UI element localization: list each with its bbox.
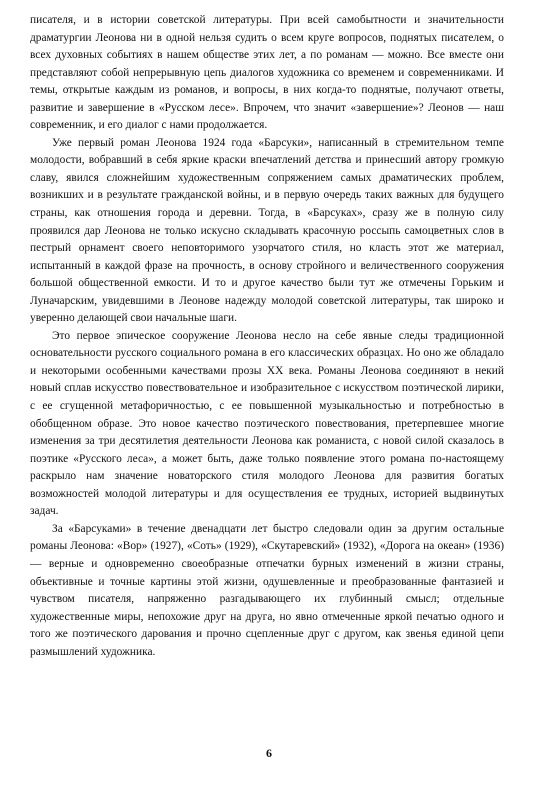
body-text [30,12,504,661]
paragraph-epic-structure: Это первое эпическое сооружение Леонова несло на себе явные следы традиционной основательности русского социального романа в его классических образцах. Но оно же обладало и некоторыми особенными качествами прозы XX века. Романы Леонова соединяют в некий новый сплав искусство повествовательное и изобразительное с искусством поэтической лирики, с ее сгущенной метафоричностью, с ее повышенной музыкальностью и потребностью в обобщенном образе. Это новое качество поэтического повествования, претерпевшее многие изменения за три десятилетия деятельности Леонова как романиста, с новой силой сказалось в поэтике «Русского леса», а может быть, даже только появление этого романа по-настоящему раскрыло нам значение новаторского стиля молодого Леонова для развития богатых возможностей молодой литературы и для осуществления ее трудных, историей выдвинутых задач. [30,329,504,518]
paragraph-novels: За «Барсуками» в течение двенадцати лет быстро следовали один за другим остальные романы Леонова: «Вор» (1927), «Соть» (1929), «Скутаревский» (1932), «Дорога на океан» (1936) — верные и одновременно своеобразные отпечатки бурных изменений в жизни страны, объективные и точные картины этой жизни, одушевленные и преобразованные фантазией и чувством писателя, напряженно разгадывающего их глубинный смысл; отдельные художественные миры, непохожие друг на друга, но явно отмеченные яркой печатью одного и того же поэтического дарования и прочно сцепленные друг с другом, как звенья единой цепи размышлений художника. [30,522,504,658]
page-number: 6 [266,746,272,760]
paragraph-barsuki: Уже первый роман Леонова 1924 года «Барсуки», написанный в стремительном темпе молодости, вобравший в себя яркие краски впечатлений детства и принесший автору громкую славу, явился сложнейшим художественным сопряжением самых драматических проблем, возникших и в результате гражданской войны, и в первую очередь таких важных для будущего страны, как отношения города и деревни. Тогда, в «Барсуках», сразу же в полную силу проявился дар Леонова не только искусно складывать красочную россыпь самоцветных слов в пестрый орнамент своего неповторимого узорчатого стиля, но класть этот же материал, испытанный в каждой фразе на прочность, в основу стройного и величественного сооружения большой общественной емкости. И то и другое качество были тут же отмечены Горьким и Луначарским, увидевшими в Леонове надежду молодой советской литературы, так широко и уверенно делающей свои начальные шаги. [30,136,504,325]
paragraph-continued: писателя, и в истории советской литературы. При всей самобытности и значительности драматургии Леонова ни в одной нельзя судить о всем круге вопросов, поднятых писателем, о всех духовных событиях в нашем обществе этих лет, а по романам — можно. Все вместе они представляют собой непрерывную цепь диалогов художника со временем и современниками. И темы, открытые каждым из романов, и вопросы, в них когда-то поднятые, получают ответы, развитие и завершение в «Русском лесе». Впрочем, что значит «завершение»? Леонов — наш современник, и его диалог с нами продолжается. [30,14,504,132]
